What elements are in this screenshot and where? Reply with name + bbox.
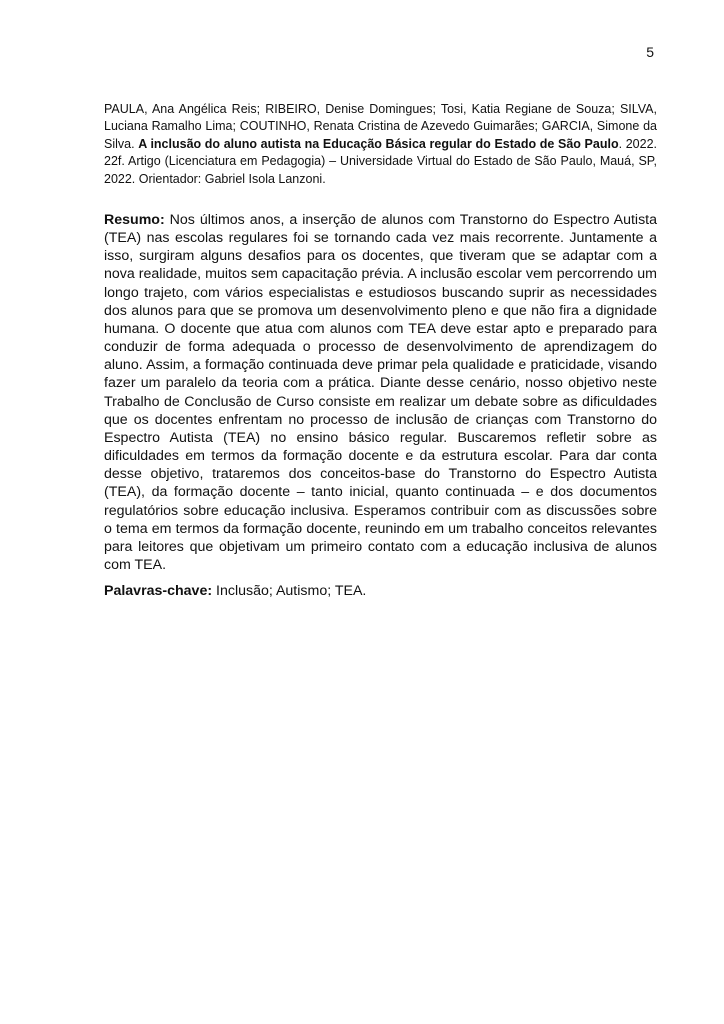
keywords-text: Inclusão; Autismo; TEA.	[216, 583, 367, 599]
page-number: 5	[646, 44, 654, 60]
keywords-line	[104, 582, 657, 600]
reference-title: A inclusão do aluno autista na Educação Básica regular do Estado de São Paulo	[138, 136, 619, 151]
abstract-text: Nos últimos anos, a inserção de alunos com Transtorno do Espectro Autista (TEA) nas escolas regulares foi se tornando cada vez mais recorrente. Juntamente a isso, surgiram alguns desafios para os docentes, que tiveram que se adaptar com a nova realidade, muitos sem capacitação prévia. A inclusão escolar vem percorrendo um longo trajeto, com vários especialistas e estudiosos buscando suprir as necessidades dos alunos para que se promova um desenvolvimento pleno e que não fira a dignidade humana. O docente que atua com alunos com TEA deve estar apto e preparado para conduzir de forma adequada o processo de desenvolvimento de aprendizagem do aluno. Assim, a formação continuada deve primar pela qualidade e praticidade, visando fazer um paralelo da teoria com a prática. Diante desse cenário, nosso objetivo neste Trabalho de Conclusão de Curso consiste em realizar um debate sobre as dificuldades que os docentes enfrentam no processo de inclusão de crianças com Transtorno do Espectro Autista (TEA) no ensino básico regular. Buscaremos refletir sobre as dificuldades em termos da formação docente e da estrutura escolar. Para dar conta desse objetivo, trataremos dos conceitos-base do Transtorno do Espectro Autista (TEA), da formação docente – tanto inicial, quanto continuada – e dos documentos regulatórios sobre educação inclusiva. Esperamos contribuir com as discussões sobre o tema em termos da formação docente, reunindo em um trabalho conceitos relevantes para leitores que objetivam um primeiro contato com a educação inclusiva de alunos com TEA.	[104, 212, 657, 573]
abstract-paragraph	[104, 211, 657, 574]
abstract-label: Resumo:	[104, 212, 165, 228]
reference-authors: PAULA, Ana Angélica Reis; RIBEIRO, Denise Domingues; Tosi, Katia Regiane de Souza; SILVA, Luciana Ramalho Lima; COUTINHO, Renata Cristina de Azevedo Guimarães; GARCIA, Simone da Silva.	[104, 102, 657, 151]
bibliographic-reference	[104, 101, 657, 188]
reference-details: . 2022. 22f. Artigo (Licenciatura em Pedagogia) – Universidade Virtual do Estado de São Paulo, Mauá, SP, 2022. Orientador: Gabriel Isola Lanzoni.	[104, 136, 657, 186]
keywords-label: Palavras-chave:	[104, 583, 213, 599]
